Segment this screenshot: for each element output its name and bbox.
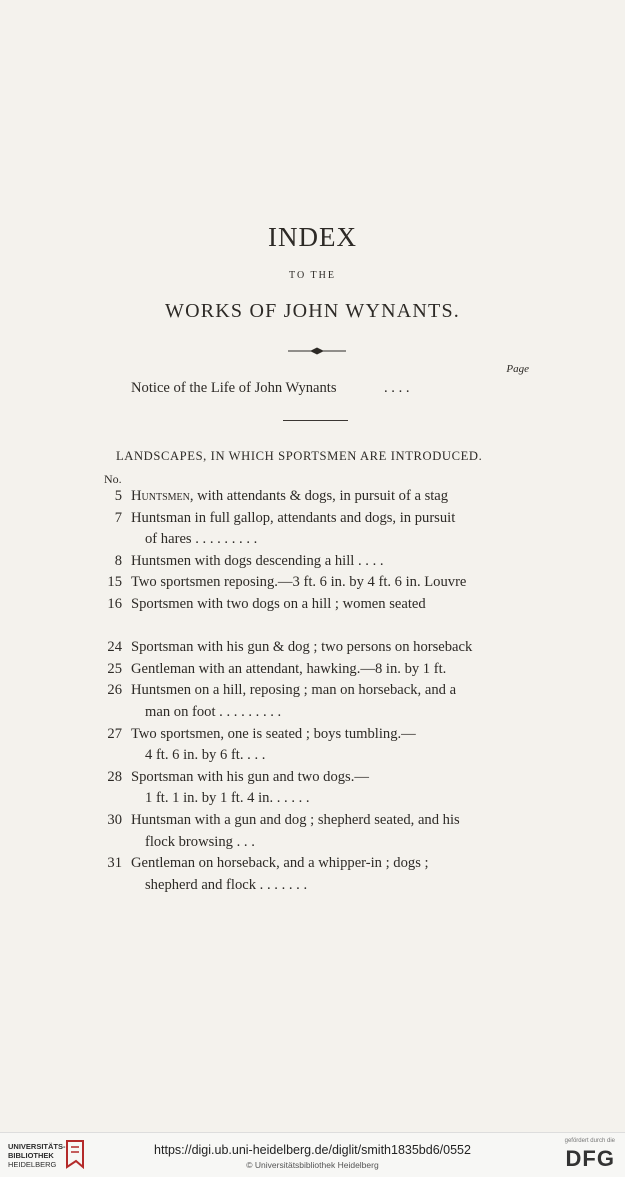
uni-line-3: HEIDELBERG [8, 1160, 57, 1169]
works-title: WORKS OF JOHN WYNANTS. [165, 300, 460, 322]
entry-text: Two sportsmen, one is seated ; boys tumbling.— [131, 725, 416, 742]
entry-text: Two sportsmen reposing.—3 ft. 6 in. by 4 ft. 6 in. Louvre [131, 574, 467, 591]
entry-number: 24 [107, 639, 122, 656]
index-subtitle: TO THE [289, 270, 336, 281]
entry-number: 28 [107, 768, 122, 785]
entry-number: 15 [107, 574, 122, 591]
entry-text: Sportsman with his gun & dog ; two persons on horseback [131, 639, 473, 656]
section-heading: LANDSCAPES, IN WHICH SPORTSMEN ARE INTRODUCED. [116, 449, 483, 463]
uni-line-1: UNIVERSITÄTS- [8, 1142, 66, 1151]
entry-text: 4 ft. 6 in. by 6 ft. . . . [145, 747, 266, 764]
number-column-label: No. [104, 472, 122, 486]
section-rule [283, 420, 348, 421]
notice-text: Notice of the Life of John Wynants [131, 380, 337, 396]
entry-text: Gentleman with an attendant, hawking.—8 in. by 1 ft. [131, 660, 447, 677]
dfg-funding-label: gefördert durch die [564, 1138, 615, 1144]
entry-text: Huntsmen with dogs descending a hill . . . . [131, 552, 384, 569]
entry-number: 31 [107, 855, 122, 872]
entry-text: Gentleman on horseback, and a whipper-in ; dogs ; [131, 855, 429, 872]
entry-number: 25 [107, 660, 122, 677]
entry-text: Huntsman with a gun and dog ; shepherd seated, and his [131, 812, 460, 828]
entry-number: 27 [107, 725, 122, 742]
entry-number: 26 [107, 682, 122, 699]
page-column-label: Page [506, 363, 529, 375]
copyright-notice: © Universitätsbibliothek Heidelberg [246, 1160, 379, 1170]
index-title: INDEX [268, 222, 357, 252]
uni-line-2: BIBLIOTHEK [8, 1151, 54, 1160]
entry-number: 8 [114, 552, 122, 569]
entry-text: Sportsmen with two dogs on a hill ; women seated [131, 596, 426, 612]
entry-number: 7 [114, 509, 122, 526]
ornament-divider-icon [286, 346, 348, 356]
entry-text: shepherd and flock . . . . . . . [145, 876, 308, 893]
entry-text: Sportsman with his gun and two dogs.— [131, 768, 369, 785]
permalink-url[interactable]: https://digi.ub.uni-heidelberg.de/diglit/smith1835bd6/0552 [154, 1143, 471, 1157]
entry-text: man on foot . . . . . . . . . [145, 704, 282, 720]
entry-text: Huntsmen, with attendants & dogs, in pursuit of a stag [131, 488, 449, 504]
footer-bar [0, 1132, 625, 1177]
entry-text: 1 ft. 1 in. by 1 ft. 4 in. . . . . . [145, 790, 310, 807]
entry-number: 30 [107, 812, 122, 828]
entry-text: flock browsing . . . [145, 833, 255, 850]
dfg-logo: DFG [565, 1146, 615, 1171]
entry-text: Huntsmen on a hill, reposing ; man on horseback, and a [131, 682, 457, 699]
notice-dots: . . . . [384, 380, 410, 396]
entry-lead: Huntsmen, [131, 488, 194, 504]
entry-number: 16 [107, 596, 122, 612]
entry-text: of hares . . . . . . . . . [145, 531, 258, 548]
entry-number: 5 [114, 488, 122, 504]
entry-text: Huntsman in full gallop, attendants and dogs, in pursuit [131, 509, 456, 526]
